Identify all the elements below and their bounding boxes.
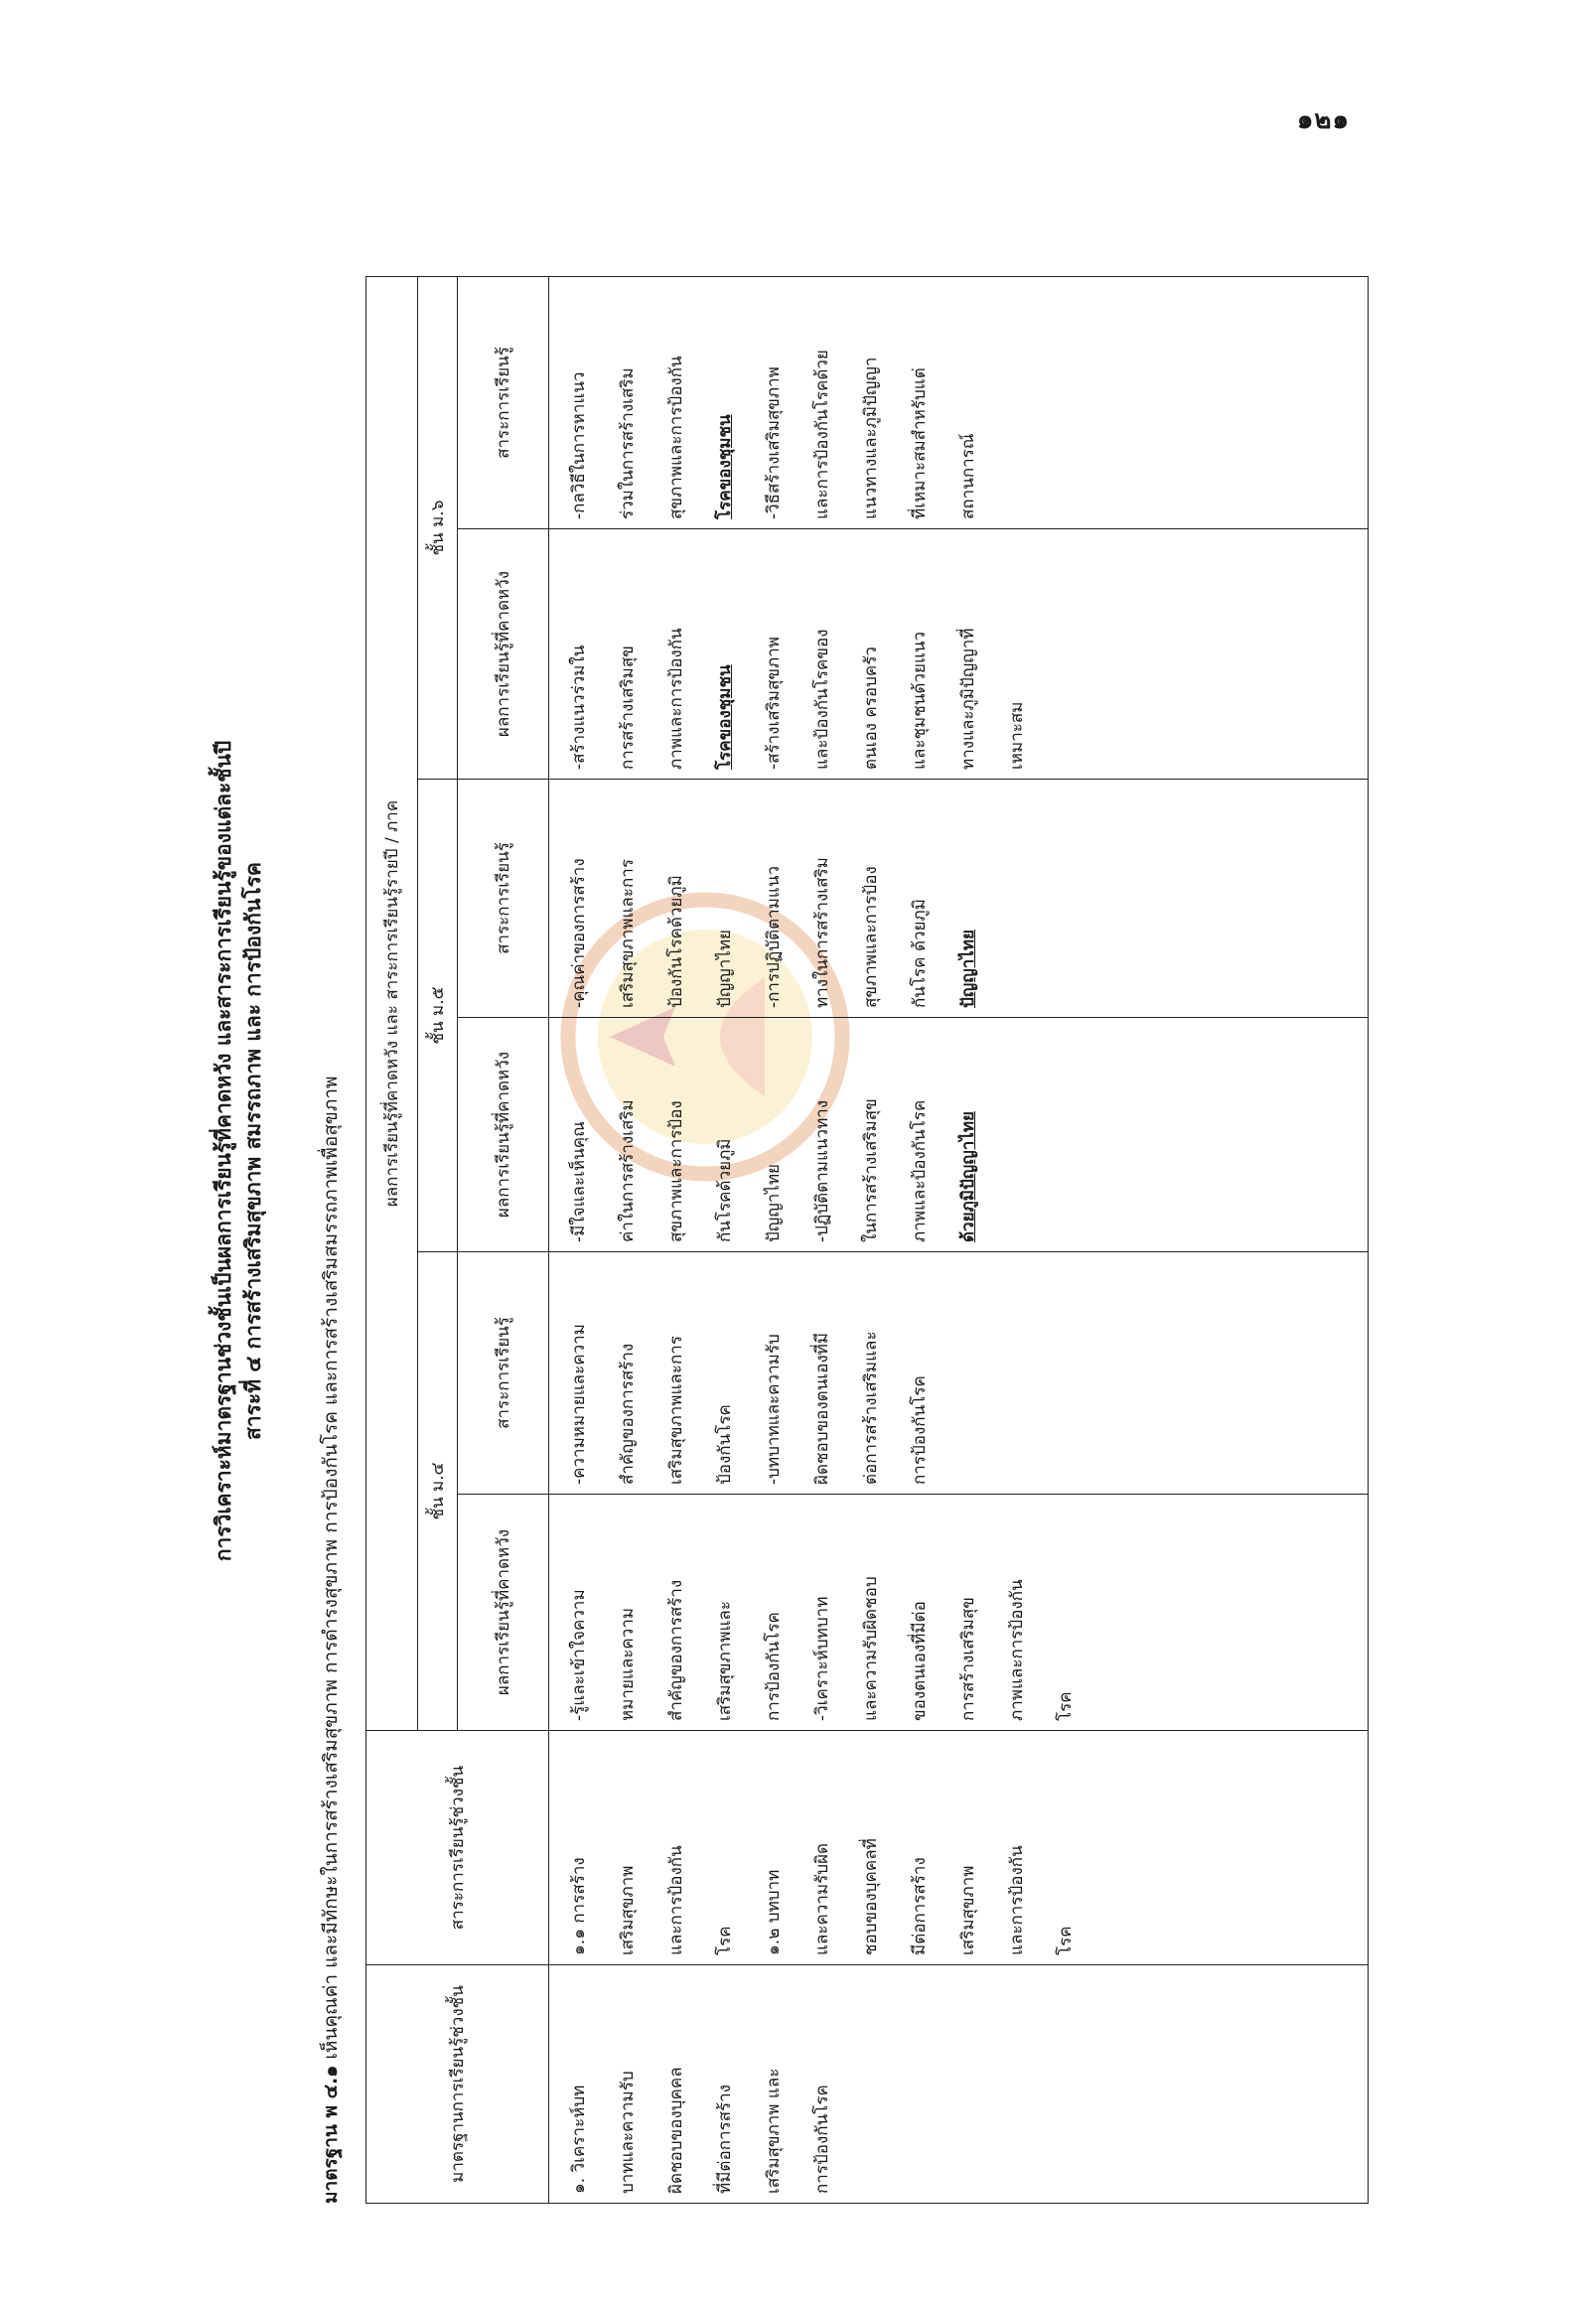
text-line: ตนเอง ครอบครัว — [861, 647, 881, 770]
page-number: ๑๒๑ — [1296, 105, 1350, 135]
cell-m4-expected — [549, 1495, 1369, 1731]
text-line: โรค — [1056, 1691, 1076, 1721]
cell-m6-content — [549, 277, 1369, 529]
text-line: โรค — [1056, 1926, 1076, 1955]
text-line: -ความหมายและความ — [569, 1324, 589, 1485]
text-line: การสร้างเสริมสุข — [618, 646, 638, 770]
text-line: ของตนเองที่มีต่อ — [910, 1601, 930, 1721]
header-grade-m5: ชั้น ม.๕ — [418, 780, 458, 1252]
text-line: สุขภาพและการป้องกัน — [666, 356, 686, 519]
text-line: -การปฏิบัติตามแนว — [764, 865, 784, 1008]
text-line: สถานการณ์ — [958, 433, 978, 519]
text-line: ในการสร้างเสริมสุข — [861, 1098, 881, 1242]
cell-standard — [549, 1965, 1369, 2204]
standard-code: มาตรฐาน พ ๔.๑ — [320, 2065, 342, 2204]
text-line: -บทบาทและความรับ — [764, 1334, 784, 1485]
text-line: บาทและความรับ — [618, 2071, 638, 2194]
text-line: -ปฏิบัติตามแนวทาง — [812, 1099, 832, 1242]
text-line: สำคัญของการสร้าง — [666, 1579, 686, 1721]
text-line: สุขภาพและการป้อง — [666, 1100, 686, 1242]
text-line: มีต่อการสร้าง — [910, 1857, 930, 1955]
text-line: ผิดชอบของบุคคล — [666, 2067, 686, 2194]
text-line: ปัญญาไทย — [715, 929, 735, 1008]
text-line: และการป้องกัน — [1007, 1845, 1027, 1955]
cell-m5-content — [549, 780, 1369, 1018]
text-line: สุขภาพและการป้อง — [861, 866, 881, 1008]
text-line: การป้องกันโรค — [812, 2085, 832, 2194]
text-line: เสริมสุขภาพ และ — [764, 2068, 784, 2194]
header-content: สาระการเรียนรู้ช่วงชั้น — [366, 1731, 549, 1965]
text-line: เสริมสุขภาพ — [618, 1865, 638, 1955]
standard-text: เห็นคุณค่า และมีทักษะในการสร้างเสริมสุขภาพ การดำรงสุขภาพ การป้องกันโรค และการสร้างเสริมสมรรถภาพเพื่อสุขภาพ — [320, 1076, 342, 2060]
text-line: ที่มีต่อการสร้าง — [715, 2085, 735, 2194]
text-line: และความรับผิดชอบ — [861, 1576, 881, 1721]
text-line: และป้องกันโรคของ — [812, 629, 832, 770]
text-line: ปัญญาไทย — [958, 929, 978, 1008]
text-line: กันโรคด้วยภูมิ — [715, 1138, 735, 1242]
text-line: และการป้องกันโรคด้วย — [812, 350, 832, 519]
text-line: เสริมสุขภาพ — [958, 1865, 978, 1955]
header-grade-m4: ชั้น ม.๔ — [418, 1252, 458, 1731]
text-line: ทางในการสร้างเสริม — [812, 857, 832, 1008]
text-line: หมายและความ — [618, 1607, 638, 1721]
text-line: โรค — [715, 1926, 735, 1955]
text-line: โรคของชุมชน — [715, 664, 735, 770]
strand-title: สาระที่ ๔ การสร้างเสริมสุขภาพ สมรรถภาพ และ การป้องกันโรค — [241, 862, 265, 1440]
cell-m4-content — [549, 1252, 1369, 1495]
text-line: สำคัญของการสร้าง — [618, 1343, 638, 1485]
header-standard: มาตรฐานการเรียนรู้ช่วงชั้น — [366, 1965, 549, 2204]
text-line: ที่เหมาะสมสำหรับแต่ — [910, 367, 930, 519]
text-line: ค่าในการสร้างเสริม — [618, 1099, 638, 1242]
text-line: ๑. วิเคราะห์บท — [569, 2085, 589, 2194]
cell-content — [549, 1731, 1369, 1965]
cell-m5-expected — [549, 1018, 1369, 1252]
document-title: การวิเคราะห์มาตรฐานช่วงชั้นเป็นผลการเรียนรู้ที่คาดหวัง และสาระการเรียนรู้ของแต่ละชั้นปี — [212, 740, 235, 1562]
text-line: ร่วมในการสร้างเสริม — [618, 367, 638, 519]
text-line: ภาพและการป้องกัน — [666, 628, 686, 770]
text-line: เหมาะสม — [1007, 701, 1027, 770]
header-m4-expected: ผลการเรียนรู้ที่คาดหวัง — [458, 1495, 549, 1731]
header-grade-m6: ชั้น ม.๖ — [418, 277, 458, 780]
text-line: เสริมสุขภาพและการ — [666, 1336, 686, 1485]
curriculum-table — [365, 276, 1369, 2204]
text-line: การป้องกันโรค — [910, 1375, 930, 1485]
text-line: ชอบของบุคคลที่ — [861, 1838, 881, 1955]
document-titles — [209, 39, 268, 2263]
text-line: เสริมสุขภาพและ — [715, 1601, 735, 1721]
header-group: ผลการเรียนรู้ที่คาดหวัง และ สาระการเรียนรู้รายปี / ภาค — [366, 277, 418, 1731]
text-line: -วิธีสร้างเสริมสุขภาพ — [764, 366, 784, 519]
text-line: ภาพและการป้องกัน — [1007, 1579, 1027, 1721]
text-line: ต่อการสร้างเสริมและ — [861, 1331, 881, 1485]
text-line: ป้องกันโรค — [715, 1404, 735, 1485]
text-line: -สร้างแนวร่วมใน — [569, 645, 589, 770]
header-m5-content: สาระการเรียนรู้ — [458, 780, 549, 1018]
text-line: ปัญญาไทย — [764, 1163, 784, 1242]
text-line: -กลวิธีในการหาแนว — [569, 371, 589, 519]
text-line: การป้องกันโรค — [764, 1612, 784, 1721]
header-m6-expected: ผลการเรียนรู้ที่คาดหวัง — [458, 529, 549, 780]
text-line: -คุณค่าของการสร้าง — [569, 858, 589, 1008]
text-line: การสร้างเสริมสุข — [958, 1597, 978, 1721]
text-line: ภาพและป้องกันโรค — [910, 1099, 930, 1242]
text-line: กันโรค ด้วยภูมิ — [910, 899, 930, 1008]
standard-line — [316, 1076, 346, 2204]
text-line: -มีใจและเห็นคุณ — [569, 1121, 589, 1242]
text-line: -วิเคราะห์บทบาท — [812, 1596, 832, 1721]
text-line: ๑.๒ บทบาท — [764, 1869, 784, 1955]
text-line: โรคของชุมชน — [715, 414, 735, 519]
text-line: ป้องกันโรคด้วยภูมิ — [666, 875, 686, 1008]
text-line: เสริมสุขภาพและการ — [618, 859, 638, 1008]
text-line: ด้วยภูมิปัญญาไทย — [958, 1111, 978, 1242]
text-line: และความรับผิด — [812, 1842, 832, 1955]
text-line: แนวทางและภูมิปัญญา — [861, 357, 881, 519]
text-line: -รู้และเข้าใจความ — [569, 1589, 589, 1721]
text-line: ผิดชอบของตนเองที่มี — [812, 1332, 832, 1485]
text-line: และชุมชนด้วยแนว — [910, 631, 930, 770]
cell-m6-expected — [549, 529, 1369, 780]
header-m5-expected: ผลการเรียนรู้ที่คาดหวัง — [458, 1018, 549, 1252]
text-line: และการป้องกัน — [666, 1845, 686, 1955]
text-line: ทางและภูมิปัญญาที่ — [958, 628, 978, 770]
header-m6-content: สาระการเรียนรู้ — [458, 277, 549, 529]
header-m4-content: สาระการเรียนรู้ — [458, 1252, 549, 1495]
text-line: -สร้างเสริมสุขภาพ — [764, 637, 784, 770]
text-line: ๑.๑ การสร้าง — [569, 1857, 589, 1955]
